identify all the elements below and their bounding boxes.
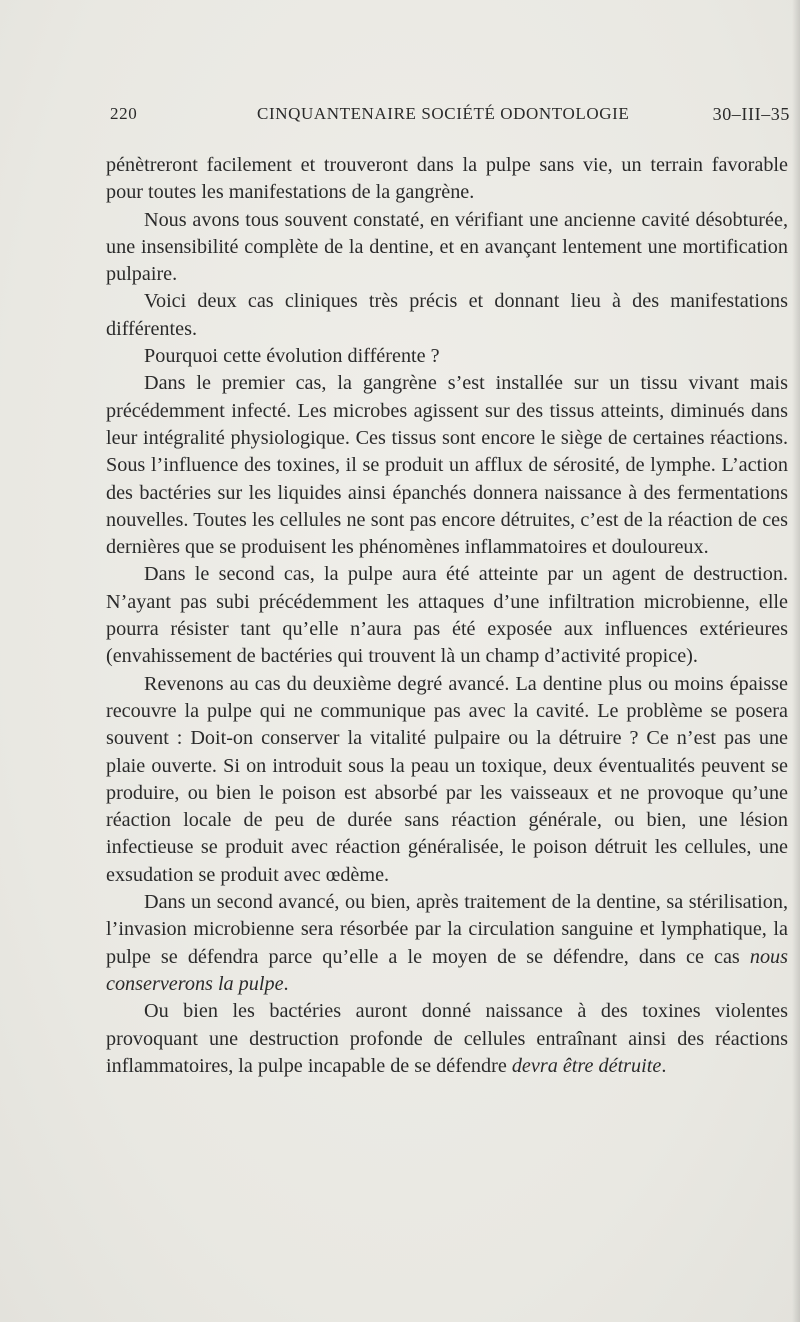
paragraph-6: Dans le second cas, la pulpe aura été atteinte par un agent de destruction. N’ayant pas subi précédemment les attaques d’une infiltration microbienne, elle pourra résister tant qu’elle n’aura pas été exposée aux influences extérieures (envahissement de bactéries qui trouvent là un champ d’activité propice). — [106, 563, 788, 668]
paragraph-9-emphasis: devra être détruite — [511, 1054, 662, 1077]
paragraph-9-end: . — [661, 1054, 667, 1077]
paragraph-9 — [106, 998, 788, 1080]
page-edge-shadow — [792, 0, 800, 1322]
paragraph-5: Dans le premier cas, la gangrène s’est installée sur un tissu vivant mais précédemment infecté. Les microbes agissent sur des tissus atteints, diminués dans leur intégralité physiologique. Ces tissus sont encore le siège de certaines réactions. Sous l’influence des toxines, il se produit un afflux de sérosité, de lymphe. L’action des bactéries sur les liquides ainsi épanchés donnera naissance à des fermentations nouvelles. Toutes les cellules ne sont pas encore détruites, c’est de la réaction de ces dernières que se produisent les phénomènes inflammatoires et douloureux. — [106, 372, 788, 559]
paragraph-8-emphasis: nous conserverons la pulpe — [106, 945, 788, 995]
paragraph-7: Revenons au cas du deuxième degré avancé. La dentine plus ou moins épaisse recouvre la pulpe qui ne communique pas avec la cavité. Le problème se posera souvent : Doit-on conserver la vitalité pulpaire ou la détruire ? Ce n’est pas une plaie ouverte. Si on introduit sous la peau un toxique, deux éventualités peuvent se produire, ou bien le poison est absorbé par les vaisseaux et ne provoque qu’une réaction locale de peu de durée sans réaction générale, ou bien, une lésion infectieuse se produit avec réaction généralisée, le poison détruit les cellules, une exsudation se produit avec œdème. — [106, 672, 788, 886]
paragraph-9-text: Ou bien les bactéries auront donné naissance à des toxines violentes provoquant une destruction profonde de cellules entraînant ainsi des réactions inflammatoires, la pulpe incapable de se défendre — [106, 1000, 788, 1077]
paragraph-4: Pourquoi cette évolution différente ? — [144, 345, 440, 368]
body-text — [106, 152, 788, 1080]
paragraph-2: Nous avons tous souvent constaté, en vérifiant une ancienne cavité désobturée, une insensibilité complète de la dentine, et en avançant lentement une mortification pulpaire. — [106, 208, 788, 286]
page-number: 220 — [110, 104, 138, 123]
running-header — [110, 104, 790, 132]
paragraph-1: pénètreront facilement et trouveront dans la pulpe sans vie, un terrain favorable pour toutes les manifestations de la gangrène. — [106, 154, 788, 204]
paragraph-8-text: Dans un second avancé, ou bien, après traitement de la dentine, sa stérilisation, l’invasion microbienne sera résorbée par la circulation sanguine et lymphatique, la pulpe se défendra parce qu’elle a le moyen de se défendre, dans ce cas — [106, 891, 788, 968]
header-date: 30–III–35 — [712, 104, 790, 124]
paragraph-3: Voici deux cas cliniques très précis et donnant lieu à des manifestations différentes. — [106, 290, 788, 340]
paragraph-8-end: . — [283, 972, 289, 995]
running-title: CINQUANTENAIRE SOCIÉTÉ ODONTOLOGIE — [257, 104, 630, 123]
paragraph-8 — [106, 889, 788, 998]
